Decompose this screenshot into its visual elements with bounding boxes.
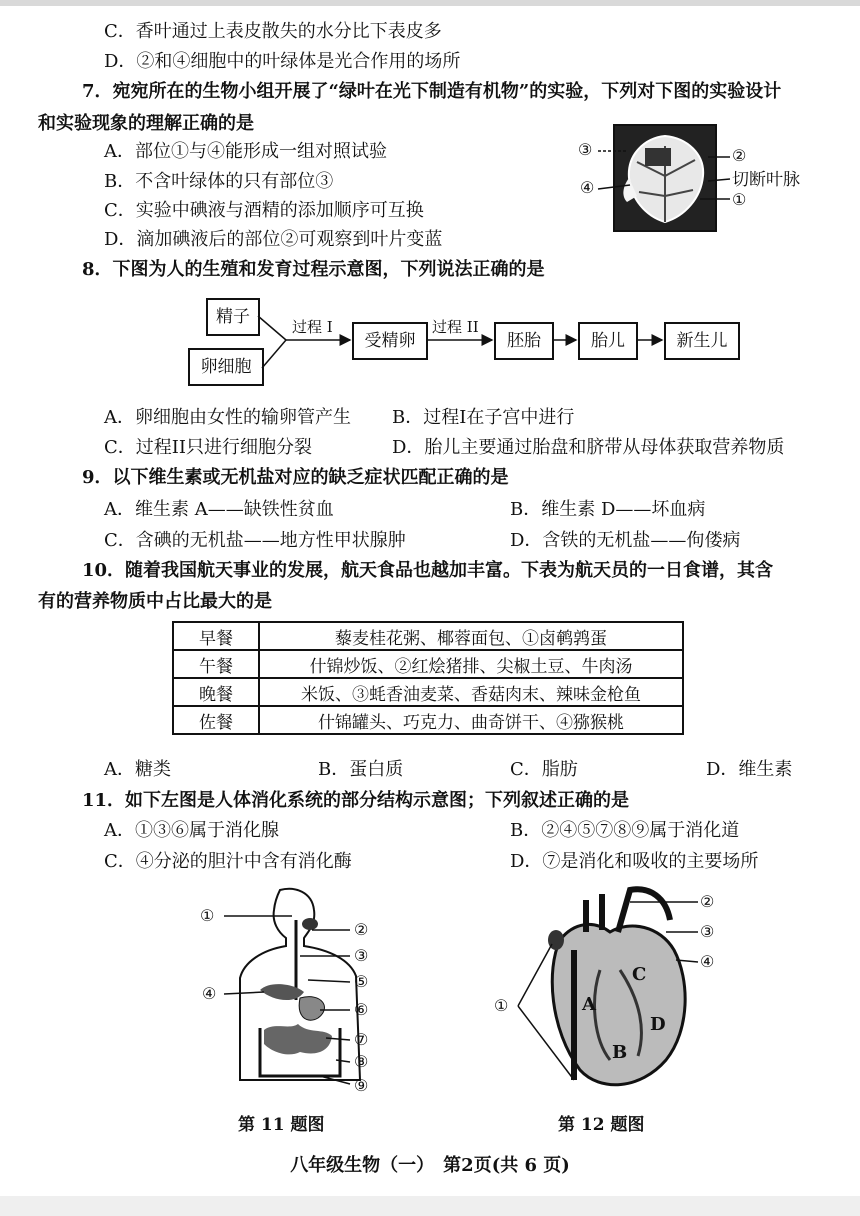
flow-sperm: 精子 <box>206 298 260 336</box>
q11-option-b: B．②④⑤⑦⑧⑨属于消化道 <box>510 820 740 841</box>
q7-option-d: D．滴加碘液后的部位②可观察到叶片变蓝 <box>104 229 443 250</box>
q8-option-b: B．过程I在子宫中进行 <box>392 407 575 428</box>
q9-option-a: A．维生素 A——缺铁性贫血 <box>104 499 334 520</box>
q9-option-c: C．含碘的无机盐——地方性甲状腺肿 <box>104 530 406 551</box>
q12-figure-caption: 第 12 题图 <box>558 1115 645 1135</box>
q8-option-d: D．胎儿主要通过胎盘和脐带从母体获取营养物质 <box>392 437 785 458</box>
meal-dishes: 什锦罐头、巧克力、曲奇饼干、④猕猴桃 <box>259 706 683 734</box>
heart-letter-d: D <box>650 1014 666 1035</box>
meal-name: 佐餐 <box>173 706 259 734</box>
heart-letter-c: C <box>632 964 647 985</box>
page-footer: 八年级生物（一） 第2页(共 6 页) <box>290 1155 570 1176</box>
q7-option-c: C．实验中碘液与酒精的添加顺序可互换 <box>104 200 424 221</box>
q7-label-4: ④ <box>580 178 595 197</box>
q10-stem-line2: 有的营养物质中占比最大的是 <box>38 591 272 612</box>
q7-leader-lines <box>596 145 736 205</box>
meal-dishes: 米饭、③蚝香油麦菜、香菇肉末、辣味金枪鱼 <box>259 678 683 706</box>
flow-arrows <box>256 310 676 380</box>
q11-option-d: D．⑦是消化和吸收的主要场所 <box>510 851 759 872</box>
q11-fig-label-2: ② <box>354 920 369 939</box>
q10-option-d: D．维生素 <box>706 759 793 780</box>
q11-fig-label-5: ⑤ <box>354 972 369 991</box>
flow-process-1: 过程 I <box>292 318 333 336</box>
meal-name: 早餐 <box>173 622 259 650</box>
table-row <box>173 622 683 650</box>
q12-fig-label-4: ④ <box>700 952 715 971</box>
q7-option-b: B．不含叶绿体的只有部位③ <box>104 171 334 192</box>
q10-option-c: C．脂肪 <box>510 759 578 780</box>
q7-stem-line1: 7．宛宛所在的生物小组开展了“绿叶在光下制造有机物”的实验，下列对下图的实验设计 <box>82 81 782 102</box>
q7-label-1: ① <box>732 190 747 209</box>
heart-figure <box>490 880 720 1100</box>
q11-figure-caption: 第 11 题图 <box>238 1115 325 1135</box>
q8-option-a: A．卵细胞由女性的输卵管产生 <box>104 407 351 428</box>
q8-stem: 8．下图为人的生殖和发育过程示意图，下列说法正确的是 <box>82 259 545 280</box>
table-row <box>173 650 683 678</box>
flow-embryo: 胚胎 <box>494 322 554 360</box>
q7-label-2: ② <box>732 146 747 165</box>
q9-option-d: D．含铁的无机盐——佝偻病 <box>510 530 741 551</box>
q12-fig-label-1: ① <box>494 996 509 1015</box>
q11-fig-label-9: ⑨ <box>354 1076 369 1095</box>
q8-option-c: C．过程II只进行细胞分裂 <box>104 437 312 458</box>
flow-fetus: 胎儿 <box>578 322 638 360</box>
q7-label-cut-vein: 切断叶脉 <box>732 170 800 190</box>
q10-option-a: A．糖类 <box>104 759 171 780</box>
table-row <box>173 678 683 706</box>
q11-fig-label-3: ③ <box>354 946 369 965</box>
q11-fig-label-4: ④ <box>202 984 217 1003</box>
q12-fig-label-2: ② <box>700 892 715 911</box>
scan-top-edge <box>0 0 860 6</box>
q11-option-a: A．①③⑥属于消化腺 <box>104 820 279 841</box>
q10-stem-line1: 10．随着我国航天事业的发展，航天食品也越加丰富。下表为航天员的一日食谱，其含 <box>82 560 774 581</box>
meal-name: 午餐 <box>173 650 259 678</box>
scan-bottom-edge <box>0 1196 860 1216</box>
q10-option-b: B．蛋白质 <box>318 759 404 780</box>
flow-process-2: 过程 II <box>432 318 479 336</box>
q6-option-d: D．②和④细胞中的叶绿体是光合作用的场所 <box>104 51 461 72</box>
meal-dishes: 什锦炒饭、②红烩猪排、尖椒土豆、牛肉汤 <box>259 650 683 678</box>
q11-fig-label-8: ⑧ <box>354 1052 369 1071</box>
heart-letter-a: A <box>582 994 596 1015</box>
menu-table <box>172 621 684 735</box>
q7-stem-line2: 和实验现象的理解正确的是 <box>38 113 254 134</box>
q11-fig-label-6: ⑥ <box>354 1000 369 1019</box>
table-row <box>173 706 683 734</box>
q9-stem: 9．以下维生素或无机盐对应的缺乏症状匹配正确的是 <box>82 467 509 488</box>
q11-fig-label-1: ① <box>200 906 215 925</box>
q9-option-b: B．维生素 D——坏血病 <box>510 499 706 520</box>
flow-newborn: 新生儿 <box>664 322 740 360</box>
meal-name: 晚餐 <box>173 678 259 706</box>
q6-option-c: C．香叶通过上表皮散失的水分比下表皮多 <box>104 21 442 42</box>
q12-fig-label-3: ③ <box>700 922 715 941</box>
q7-label-3: ③ <box>578 140 593 159</box>
q11-stem: 11．如下左图是人体消化系统的部分结构示意图；下列叙述正确的是 <box>82 790 630 811</box>
q7-option-a: A．部位①与④能形成一组对照试验 <box>104 141 387 162</box>
flow-egg: 卵细胞 <box>188 348 264 386</box>
heart-letter-b: B <box>612 1042 628 1063</box>
meal-dishes: 藜麦桂花粥、椰蓉面包、①卤鹌鹑蛋 <box>259 622 683 650</box>
q11-fig-label-7: ⑦ <box>354 1030 369 1049</box>
flow-zygote: 受精卵 <box>352 322 428 360</box>
q11-option-c: C．④分泌的胆汁中含有消化酶 <box>104 851 352 872</box>
